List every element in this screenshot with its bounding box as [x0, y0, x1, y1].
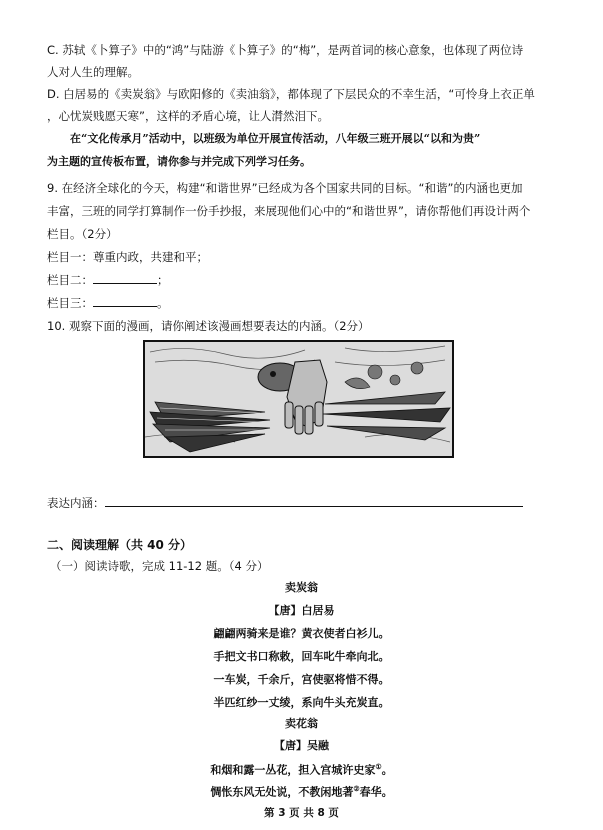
option-d-line1: D. 白居易的《卖炭翁》与欧阳修的《卖油翁》，都体现了下层民众的不幸生活，“可怜身上衣正单 — [47, 87, 535, 101]
comic-illustration — [143, 340, 454, 458]
q10-answer-line — [47, 495, 523, 511]
q9-column-two — [47, 272, 169, 288]
option-c-line2: 人对人生的理解。 — [47, 65, 139, 79]
option-c-line1: C. 苏轼《卜算子》中的“鸿”与陆游《卜算子》的“梅”，是两首词的核心意象，也体现了两位诗 — [47, 43, 524, 57]
column-one-text: 尊重内政，共建和平； — [93, 250, 208, 264]
poem2-line1-text: 和烟和露一丛花，担入宫城许史家 — [210, 763, 376, 777]
comic-drawing — [145, 342, 452, 456]
column-two-blank[interactable] — [93, 272, 157, 284]
q9-line1: 9. 在经济全球化的今天，构建“和谐世界”已经成为各个国家共同的目标。“和谐”的内涵也更加 — [47, 181, 523, 195]
poem2-author: 【唐】吴融 — [274, 739, 329, 752]
poem1-line: 一车炭，千余斤，宫使驱将惜不得。 — [213, 673, 390, 686]
poem2-line1-end: 。 — [381, 763, 393, 777]
poem1-line: 半匹红纱一丈绫，系向牛头充炭直。 — [213, 696, 390, 709]
column-one-label: 栏目一： — [47, 250, 93, 264]
q10-text: 10. 观察下面的漫画，请你阐述该漫画想要表达的内涵。（2分） — [47, 319, 370, 333]
column-two-end: ； — [157, 273, 169, 287]
intro-line1: 在“文化传承月”活动中，以班级为单位开展宣传活动，八年级三班开展以“以和为贵” — [70, 132, 481, 145]
footnote-marker: ② — [353, 784, 360, 793]
poem2-line2 — [0, 781, 603, 801]
column-three-blank[interactable] — [93, 295, 157, 307]
poem1-author: 【唐】白居易 — [268, 604, 335, 617]
poem1-line: 翩翩两骑来是谁？黄衣使者白衫儿。 — [213, 627, 390, 640]
q9-line3: 栏目。（2分） — [47, 227, 118, 241]
intro-line2: 为主题的宣传板布置，请你参与并完成下列学习任务。 — [47, 155, 311, 168]
section-two-title: 二、阅读理解（共 40 分） — [47, 538, 193, 552]
answer-label: 表达内涵： — [47, 496, 105, 510]
option-d-line2: ，心忧炭贱愿天寒”，这样的矛盾心境，让人潸然泪下。 — [47, 109, 329, 123]
q9-column-three — [47, 295, 169, 311]
part-one-heading: （一）阅读诗歌，完成 11-12 题。（4 分） — [50, 559, 269, 573]
footnote-marker: ① — [375, 762, 382, 771]
poem1-line: 手把文书口称敕，回车叱牛牵向北。 — [213, 650, 390, 663]
q9-line2: 丰富，三班的同学打算制作一份手抄报，来展现他们心中的“和谐世界”，请你帮他们再设计两个 — [47, 204, 531, 218]
page-footer: 第 3 页 共 8 页 — [264, 807, 339, 819]
column-two-label: 栏目二： — [47, 273, 93, 287]
poem1-title: 卖炭翁 — [285, 581, 318, 594]
column-three-end: 。 — [157, 296, 169, 310]
poem2-title: 卖花翁 — [285, 717, 318, 730]
answer-blank[interactable] — [105, 495, 523, 507]
poem2-line1 — [0, 759, 603, 779]
poem2-line2-end: 春华。 — [359, 785, 393, 799]
column-three-label: 栏目三： — [47, 296, 93, 310]
q9-column-one — [47, 249, 208, 265]
poem2-line2-text: 惆怅东风无处说，不教闲地著 — [210, 785, 354, 799]
